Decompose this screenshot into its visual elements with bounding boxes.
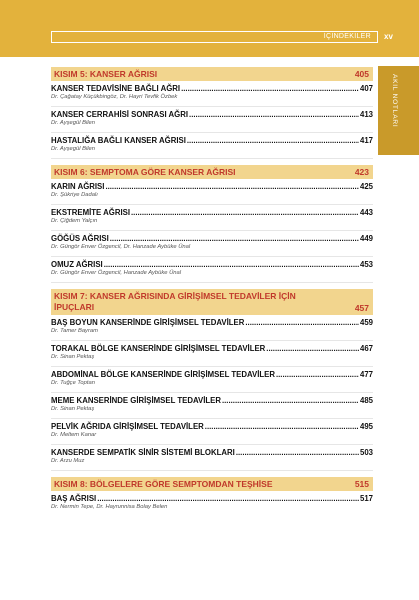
toc-entry[interactable] bbox=[51, 182, 373, 205]
leader-dots bbox=[205, 422, 359, 431]
entry-title: TORAKAL BÖLGE KANSERİNDE GİRİŞİMSEL TEDAVİLER bbox=[51, 344, 266, 353]
toc-entry[interactable] bbox=[51, 260, 373, 283]
entry-title: OMUZ AĞRISI bbox=[51, 260, 103, 269]
toc-entry[interactable] bbox=[51, 370, 373, 393]
entry-page: 459 bbox=[359, 318, 373, 327]
section-title: KISIM 8: BÖLGELERE GÖRE SEMPTOMDAN TEŞHİSE bbox=[54, 479, 273, 489]
section-title: KISIM 5: KANSER AĞRISI bbox=[54, 69, 158, 79]
entry-title: PELVİK AĞRIDA GİRİŞİMSEL TEDAVİLER bbox=[51, 422, 204, 431]
toc-entry[interactable] bbox=[51, 396, 373, 419]
leader-dots bbox=[110, 234, 359, 243]
entry-page: 517 bbox=[359, 494, 373, 503]
entry-page: 413 bbox=[359, 110, 373, 119]
entry-page: 453 bbox=[359, 260, 373, 269]
entry-page: 503 bbox=[359, 448, 373, 457]
entry-title: KANSER TEDAVİSİNE BAĞLI AĞRI bbox=[51, 84, 181, 93]
entry-title: EKSTREMİTE AĞRISI bbox=[51, 208, 130, 217]
toc-entry[interactable] bbox=[51, 422, 373, 445]
entry-authors: Dr. Tamer Bayram bbox=[51, 328, 98, 334]
entry-authors: Dr. Meltem Kanar bbox=[51, 432, 97, 438]
section-page: 457 bbox=[354, 303, 369, 313]
toc-entry[interactable] bbox=[51, 318, 373, 341]
page-number: xv bbox=[384, 32, 393, 41]
entry-authors: Dr. Ayşegül Bilen bbox=[51, 120, 95, 126]
entry-title: BAŞ AĞRISI bbox=[51, 494, 97, 503]
entry-page: 443 bbox=[359, 208, 373, 217]
entry-title: ABDOMİNAL BÖLGE KANSERİNDE GİRİŞİMSEL TEDAVİLER bbox=[51, 370, 275, 379]
toc-entry[interactable] bbox=[51, 84, 373, 107]
section-title-line2: İPUÇLARI bbox=[54, 302, 95, 312]
entry-page: 407 bbox=[359, 84, 373, 93]
leader-dots bbox=[97, 494, 359, 503]
section-title-line1: KISIM 7: KANSER AĞRISINDA GİRİŞİMSEL TEDAVİLER İÇİN bbox=[54, 291, 296, 301]
leader-dots bbox=[245, 318, 359, 327]
leader-dots bbox=[181, 84, 359, 93]
entry-title: MEME KANSERİNDE GİRİŞİMSEL TEDAVİLER bbox=[51, 396, 221, 405]
section-title: KISIM 6: SEMPTOMA GÖRE KANSER AĞRISI bbox=[54, 167, 236, 177]
entry-title: KANSERDE SEMPATİK SİNİR SİSTEMİ BLOKLARI bbox=[51, 448, 235, 457]
entry-title: KARIN AĞRISI bbox=[51, 182, 105, 191]
entry-page: 417 bbox=[359, 136, 373, 145]
section-heading[interactable] bbox=[51, 477, 373, 491]
entry-page: 449 bbox=[359, 234, 373, 243]
entry-authors: Dr. Sinan Pektaş bbox=[51, 406, 95, 412]
entry-title: HASTALIĞA BAĞLI KANSER AĞRISI bbox=[51, 136, 186, 145]
entry-authors: Dr. Nermin Tepe, Dr. Hayrunnisa Bolay Belen bbox=[51, 504, 168, 510]
entry-title: GÖĞÜS AĞRISI bbox=[51, 234, 109, 243]
toc-entry[interactable] bbox=[51, 208, 373, 231]
entry-title: BAŞ BOYUN KANSERİNDE GİRİŞİMSEL TEDAVİLER bbox=[51, 318, 245, 327]
leader-dots bbox=[222, 396, 359, 405]
leader-dots bbox=[189, 110, 359, 119]
toc-entry[interactable] bbox=[51, 110, 373, 133]
entry-authors: Dr. Şükriye Dadalı bbox=[51, 192, 98, 198]
leader-dots bbox=[104, 260, 359, 269]
toc-entry[interactable] bbox=[51, 136, 373, 159]
leader-dots bbox=[105, 182, 359, 191]
entry-title: KANSER CERRAHİSİ SONRASI AĞRI bbox=[51, 110, 189, 119]
entry-page: 495 bbox=[359, 422, 373, 431]
leader-dots bbox=[187, 136, 359, 145]
toc-entry[interactable] bbox=[51, 344, 373, 367]
table-of-contents bbox=[51, 67, 373, 516]
entry-authors: Dr. Arzu Muz bbox=[51, 458, 85, 464]
leader-dots bbox=[276, 370, 359, 379]
section-page: 515 bbox=[354, 479, 369, 489]
toc-entry[interactable] bbox=[51, 448, 373, 471]
section-page: 405 bbox=[354, 69, 369, 79]
header-title: İÇİNDEKİLER bbox=[323, 33, 371, 40]
entry-authors: Dr. Sinan Pektaş bbox=[51, 354, 95, 360]
side-tab-label: AKIL NOTLARI bbox=[391, 74, 398, 128]
header-bar bbox=[51, 31, 378, 43]
section-heading[interactable] bbox=[51, 67, 373, 81]
leader-dots bbox=[131, 208, 359, 217]
toc-entry[interactable] bbox=[51, 494, 373, 516]
top-color-band bbox=[0, 0, 419, 57]
entry-authors: Dr. Çağatay Küçükbingöz, Dr. Hayri Tevfik Özbek bbox=[51, 94, 178, 100]
entry-authors: Dr. Ayşegül Bilen bbox=[51, 146, 95, 152]
entry-authors: Dr. Çiğdem Yalçın bbox=[51, 218, 98, 224]
entry-authors: Dr. Güngör Enver Özgencil, Hanzade Aybüke Ünal bbox=[51, 270, 182, 276]
entry-page: 467 bbox=[359, 344, 373, 353]
entry-page: 485 bbox=[359, 396, 373, 405]
leader-dots bbox=[236, 448, 359, 457]
section-page: 423 bbox=[354, 167, 369, 177]
section-heading[interactable] bbox=[51, 165, 373, 179]
entry-authors: Dr. Tuğçe Toptan bbox=[51, 380, 95, 386]
entry-page: 477 bbox=[359, 370, 373, 379]
side-tab[interactable] bbox=[378, 66, 419, 155]
leader-dots bbox=[266, 344, 359, 353]
entry-page: 425 bbox=[359, 182, 373, 191]
toc-entry[interactable] bbox=[51, 234, 373, 257]
section-heading[interactable] bbox=[51, 289, 373, 315]
entry-authors: Dr. Güngör Enver Özgencil, Dr. Hanzade Aybüke Ünal bbox=[51, 244, 191, 250]
